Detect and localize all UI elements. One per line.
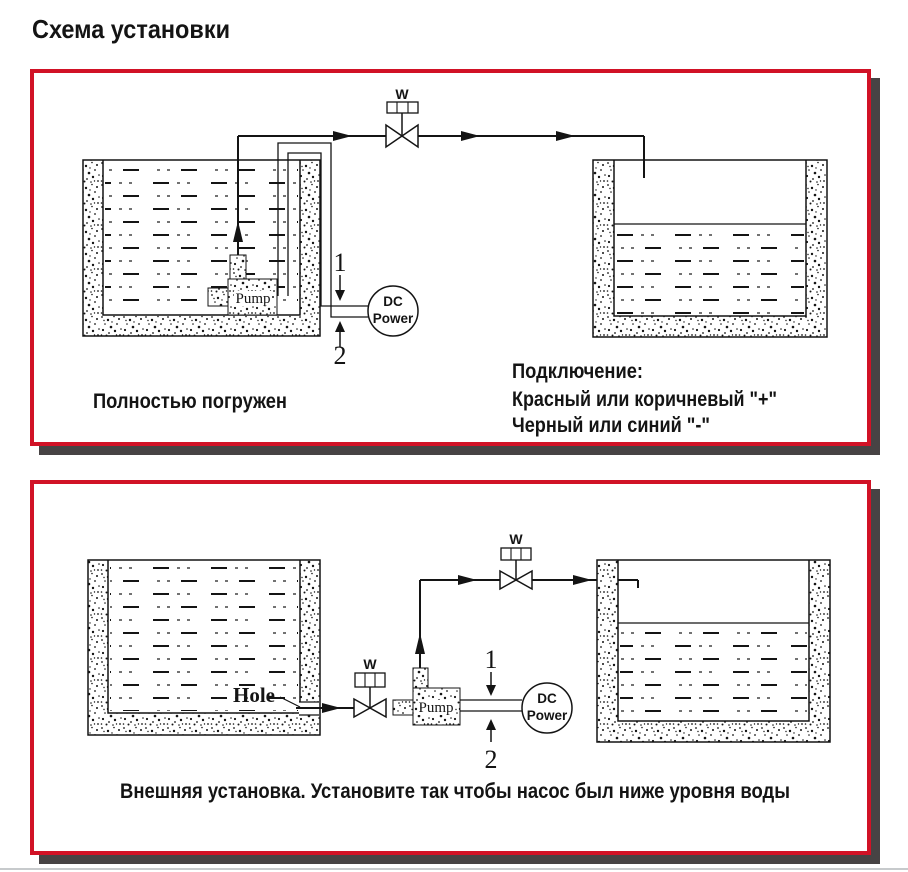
valve-label: W [395, 86, 409, 102]
wire-2-arrow-icon [335, 321, 345, 332]
wire-markers [334, 248, 347, 370]
flow-arrow-icon [556, 131, 575, 141]
pump-label: Pump [235, 291, 271, 307]
wire-2-label: 2 [484, 745, 498, 774]
wire-2-arrow-icon [486, 719, 496, 730]
valve [386, 86, 418, 147]
power-wires [460, 700, 522, 711]
right-tank-water [616, 226, 804, 314]
connection-positive: Красный или коричневый "+" [512, 388, 777, 411]
valve-body-right [516, 571, 532, 589]
wire-1-label: 1 [333, 248, 347, 277]
wire-1-arrow-icon [335, 290, 345, 301]
hole-label: Hole [233, 683, 275, 707]
discharge-valve [500, 531, 532, 589]
pump-outlet-stub [413, 668, 428, 688]
valve-handle [355, 673, 385, 687]
window-bottom-edge [0, 868, 908, 870]
pipes [238, 136, 644, 255]
page-title-area [20, 5, 380, 51]
pump-outlet-stub [230, 255, 246, 280]
right-tank [597, 560, 830, 742]
connection-note [512, 360, 777, 437]
valve-body-right [370, 699, 386, 717]
left-tank [83, 160, 320, 336]
flow-arrow-icon [458, 575, 477, 585]
dc-power-label-line2: Power [372, 311, 414, 326]
wire-1-label: 1 [484, 645, 498, 674]
valve-body-left [354, 699, 370, 717]
right-tank [593, 160, 827, 337]
dc-power-source [522, 683, 572, 733]
pump-side-box [208, 288, 228, 306]
valve-handle [387, 102, 418, 113]
flow-arrow-up-icon [415, 633, 425, 654]
panel-submerged-installation [30, 69, 871, 446]
panel-external-installation [30, 480, 871, 855]
dc-power-label-line2: Power [526, 708, 568, 723]
flow-arrow-icon [573, 575, 592, 585]
valve-body-right [402, 125, 418, 147]
connection-negative: Черный или синий "-" [512, 414, 710, 437]
wire-2-label: 2 [333, 341, 347, 370]
pump-assembly [393, 668, 460, 725]
wire-markers [485, 645, 498, 774]
connection-title: Подключение: [512, 360, 643, 383]
dc-power-source [368, 286, 418, 336]
pump-inlet-connector [393, 700, 413, 715]
flow-arrow-icon [333, 131, 352, 141]
left-tank [88, 560, 320, 735]
valve-handle [501, 548, 531, 560]
valve-label: W [509, 531, 523, 547]
dc-power-label-line1: DC [383, 294, 403, 309]
flow-arrow-icon [322, 703, 341, 713]
valve-body-left [500, 571, 516, 589]
external-diagram [34, 484, 867, 851]
inlet-valve [354, 656, 386, 717]
flow-arrow-icon [461, 131, 480, 141]
wire-1-arrow-icon [486, 685, 496, 696]
external-caption: Внешняя установка. Установите так чтобы насос был ниже уровня воды [120, 780, 790, 803]
submerged-diagram [34, 73, 867, 442]
pump-label: Pump [418, 700, 454, 716]
right-tank-water [620, 625, 807, 719]
valve-label: W [363, 656, 377, 672]
page-title: Схема установки [32, 14, 230, 44]
submerged-caption: Полностью погружен [93, 390, 287, 413]
valve-body-left [386, 125, 402, 147]
dc-power-label-line1: DC [537, 691, 557, 706]
